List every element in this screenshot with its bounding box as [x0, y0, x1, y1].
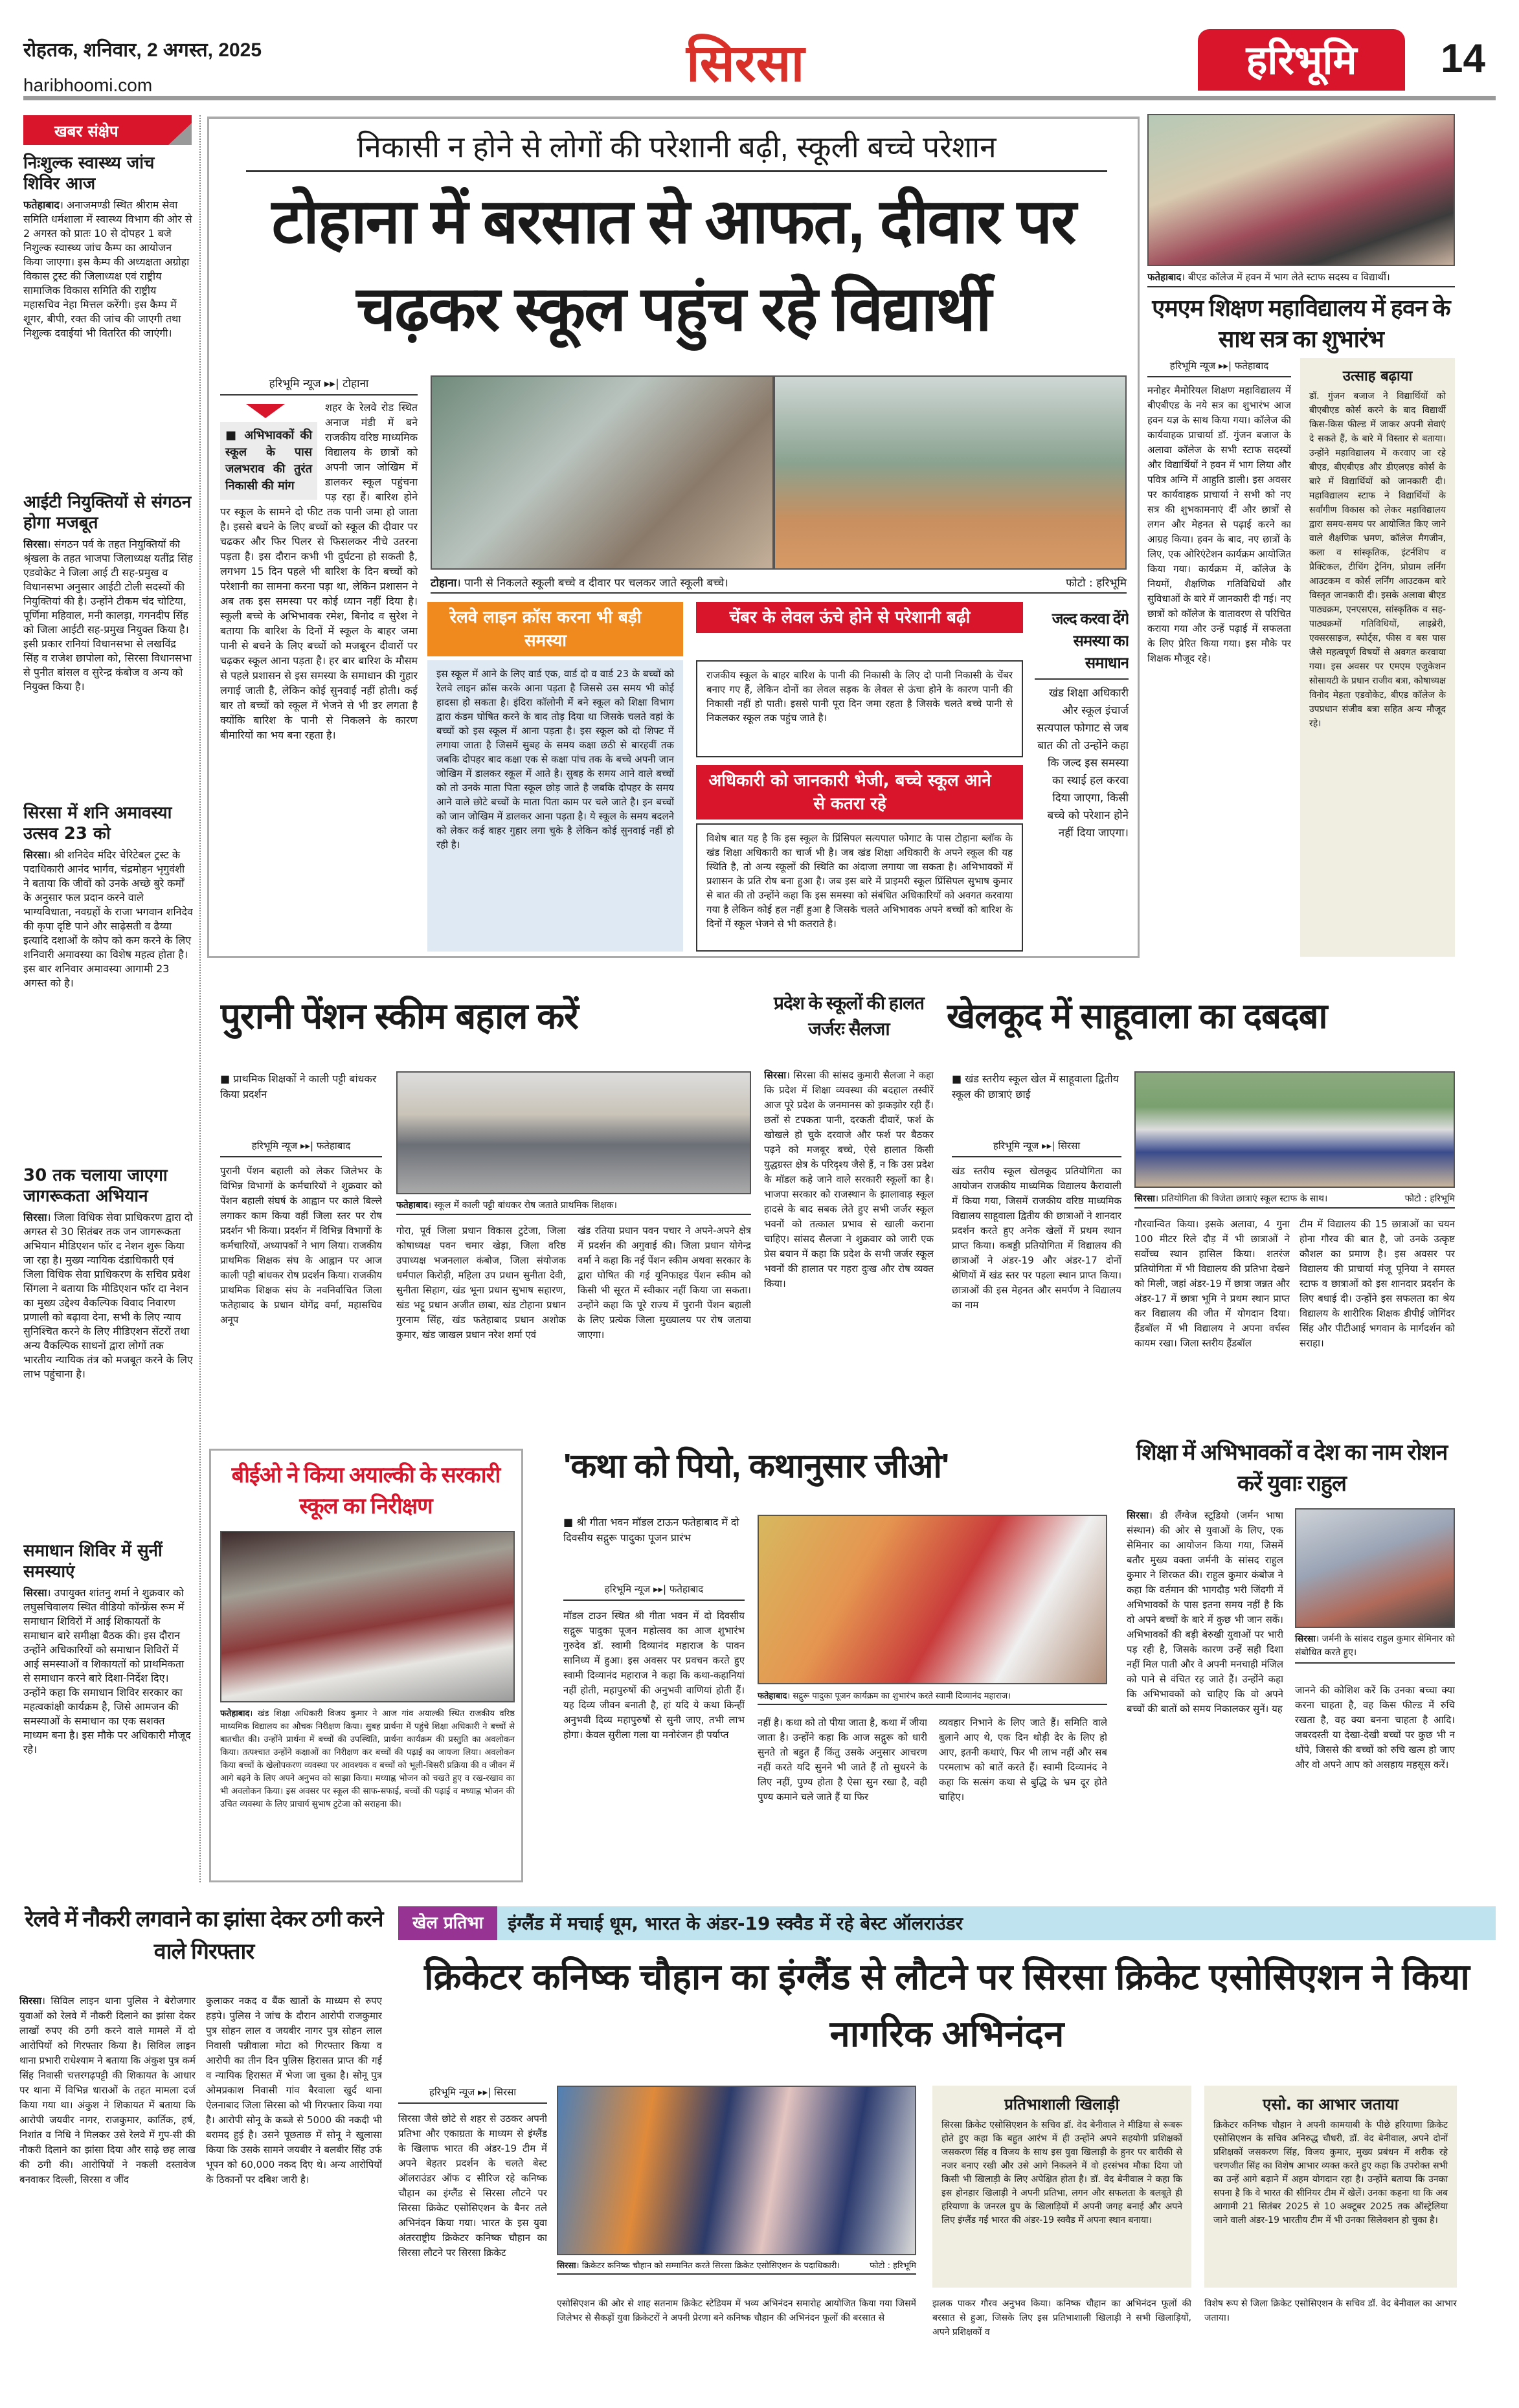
cricket-box-1	[932, 2086, 1191, 2288]
cricket-body-2: एसोसिएशन की ओर से शाह सतनाम क्रिकेट स्टेडियम में भव्य अभिनंदन समारोह आयोजित किया गया जिसमें जिलेभर से सैकड़ों युवा क्रिकेटरों ने अपनी प्रेरणा बने कनिष्क चौहान की अभिनंदन फूलों की बरसात से	[557, 2299, 916, 2323]
sports-bullet: ■ खंड स्तरीय स्कूल खेल में साहूवाला द्वितीय स्कूल की छात्राएं छाई	[952, 1071, 1121, 1102]
cricket-headline: क्रिकेटर कनिष्क चौहान का इंग्लैंड से लौटने पर सिरसा क्रिकेट एसोसिएशन ने किया नागरिक अभिनंदन	[424, 1956, 1470, 2054]
pension-photo	[396, 1071, 751, 1194]
rahul-photo-caption: सिरसा। जर्मनी के सांसद राहुल कुमार सेमिनार को संबोधित करते हुए।	[1295, 1633, 1455, 1664]
cricket-box-2	[1204, 2086, 1457, 2288]
brief-item	[23, 153, 193, 484]
side-note-text: खंड शिक्षा अधिकारी और स्कूल इंचार्ज सत्यपाल फोगाट से जब बात की तो उन्होंने कहा कि जल्द इस समस्या का स्थाई हल करवा दिया जाएगा, किसी बच्चे को परेशान होने नहीं दिया जाएगा।	[1037, 687, 1129, 840]
brief-text: सिरसा। जिला विधिक सेवा प्राधिकरण द्वारा दो अगस्त से 30 सितंबर तक जन जागरूकता अभियान मीडिएशन फॉर द नेशन शुरू किया जा रहा है। मुख्य न्यायिक दंडाधिकारी एवं जिला विधिक सेवा प्राधिकरण के सचिव प्रवेश सिंगला ने बताया कि मीडिएशन फॉर दा नेशन का मुख्य उद्देश्य वैकल्पिक विवाद निवारण प्रणाली को बढ़ावा देना, सभी के लिए न्याय सुनिश्चित करने के लिए मीडिएशन सेंटरों तथा अन्य वैकल्पिक साधनों द्वारा लोगों तक भारतीय न्यायिक तंत्र को मजबूत करने के लिए लाभ पहुंचाना है।	[23, 1211, 193, 1380]
briefs-tag-label: खबर संक्षेप	[54, 122, 118, 140]
brief-title: आईटी नियुक्तियों से संगठन होगा मजबूत	[23, 493, 192, 533]
sports-col1: खंड स्तरीय स्कूल खेलकूद प्रतियोगिता का आयोजन राजकीय माध्यमिक विद्यालय कैरावाली में किया गया, जिसमें राजकीय वरिष्ठ माध्यमिक विद्यालय साहूवाला द्वितीय की छात्राओं ने शानदार प्रदर्शन करते हुए अनेक खेलों में प्रथम स्थान प्राप्त किया। कबड्डी प्रतियोगिता में विद्यालय की छात्राओं ने अंडर-19 और अंडर-17 दोनों श्रेणियों में खंड स्तर पर पहला स्थान प्राप्त किया। छात्राओं की इस मेहनत और समर्पण ने विद्यालय का नाम	[952, 1165, 1121, 1311]
katha-headline: 'कथा को पियो, कथानुसार जीओ'	[563, 1447, 949, 1485]
sports-col3: टीम में विद्यालय की 15 छात्राओं का चयन होना गौरव की बात है, जो उनके उत्कृष्ट कौशल का प्रमाण है। इस अवसर पर विद्यालय की प्राचार्या मंजू पूनिया ने समस्त स्टाफ व छात्राओं को इस शानदार प्रदर्शन के लिए बधाई दी। उन्होंने इस सफलता का श्रेय विद्यालय के शारीरिक शिक्षक डीपीई जोगिंदर सिंह और पीटीआई भगवान के मार्गदर्शन को सराहा।	[1300, 1218, 1455, 1349]
brief-title: 30 तक चलाया जाएगा जागरूकता अभियान	[23, 1166, 168, 1206]
brief-item	[23, 492, 193, 796]
lead-photo-1	[431, 375, 774, 570]
havan-photo-caption: फतेहाबाद। बीएड कॉलेज में हवन में भाग लेते स्टाफ सदस्य व विद्यार्थी।	[1147, 271, 1455, 287]
katha-col2: नहीं है। कथा को तो पीया जाता है, कथा में जीया जाता है। उन्होंने कहा कि आज सद्गुरू को धारी सुनते तो बहुत हैं किंतु उसके अनुसार आचरण नहीं करते यदि सुनने भी जाते हैं तो सुधरने के लिए नहीं, पुण्य होता है ऐसा सुन रखा है, वही पुण्य कमाने चले जाते हैं या फिर	[758, 1717, 927, 1803]
cricket-byline: हरिभूमि न्यूज ▸▸| सिरसा	[398, 2086, 547, 2104]
edition-title: सिरसा	[686, 33, 805, 93]
chevron-down-icon	[246, 404, 285, 418]
sports-photo-caption: सिरसा। प्रतियोगिता की विजेता छात्राएं स्कूल स्टाफ के साथ। फोटो : हरिभूमि	[1134, 1192, 1455, 1209]
brief-title: निःशुल्क स्वास्थ्य जांच शिविर आज	[23, 153, 155, 194]
rahul-headline: शिक्षा में अभिभावकों व देश का नाम रोशन करें युवाः राहुल	[1136, 1440, 1448, 1496]
cricket-box-2-text: क्रिकेटर कनिष्क चौहान ने अपनी कामयाबी के पीछे हरियाणा क्रिकेट एसोसिएशन के सचिव अनिरुद्ध चौधरी, डॉ. वेद बेनीवाल, अपने दोनों प्रशिक्षकों जसकरण सिंह, विजय कुमार, मुख्य प्रबंधन में शरीक रहे चरणजीत सिंह का विशेष आभार व्यक्त करते हुए कहा कि उपरोक्त सभी का उन्हें आगे बढ़ाने में अहम योगदान रहा है। उन्होंने बताया कि उनका सपना है कि वे भारत की सीनियर टीम में खेलें। उनका कहना था कि अब आगामी 21 सितंबर 2025 से 10 अक्टूबर 2025 तक ऑस्ट्रेलिया जाने वाली अंडर-19 भारतीय टीम में भी उनका सिलेक्शन हो चुका है।	[1213, 2120, 1448, 2225]
katha-col3: व्यवहार निभाने के लिए जाते हैं। समिति वाले बुलाने आए थे, एक दिन थोड़ी देर के लिए हो आए, इतनी कथाएं, फिर भी लाभ नहीं और सब परमलाभ को बातें करते हैं। स्वामी दिव्यानंद ने कहा कि सत्संग कथा से बुद्धि के भ्रम दूर होते चाहिए।	[939, 1717, 1107, 1803]
masthead-left	[23, 36, 262, 96]
highlight-box: ■ अभिभावकों की स्कूल के पास जलभराव की तुरंत निकासी की मांग	[220, 422, 317, 500]
lead-byline: हरिभूमि न्यूज ▸▸| टोहाना	[220, 375, 418, 396]
lead-body: शहर के रेलवे रोड स्थित अनाज मंडी में बने राजकीय वरिष्ठ माध्यमिक विद्यालय के छात्रों को अपनी जान जोखिम में डालकर स्कूल पहुंचना पड़ रहा हैं। बारिश होने पर स्कूल के सामने दो फीट तक पानी जमा हो जाता है। इससे बचने के लिए बच्चों को स्कूल की दीवार पर चढकर और फिर पिलर से फिसलकर नीचे उतरना पड़ता है। इस दौरान कभी भी दुर्घटना हो सकती है, लगभग 15 दिन पहले भी बारिश के दिन बच्चों को परेशानी का सामना करना पड़ा था, लेकिन प्रशासन ने अब तक इस समस्या पर कोई ध्यान नहीं दिया है। स्कूली बच्चे के अभिभावक रमेश, बिनोद व सुरेश ने बताया कि बारिश के दिनों में स्कूल के बाहर जमा पानी से बचने के लिए बच्चों को मजबूरन दीवारों पर चढ़कर स्कूल आना पड़ता है। हर बार बारिश के मौसम से पहले प्रशासन से इस समस्या के समाधान की गुहार लगाई जाती है, लेकिन कोई सुनवाई नहीं होती। कई बार तो बच्चों को स्कूल में भेजने से भी डर लगता है क्योंकि बारिश के पानी से निकलने के कारण बीमारियों का भय बना रहता है।	[220, 401, 418, 741]
briefs-tag	[23, 115, 192, 145]
sub2-heading: चेंबर के लेवल ऊंचे होने से परेशानी बढ़ी	[696, 602, 1023, 633]
pension-col2: गोरा, पूर्व जिला प्रधान विकास टुटेजा, जिला कोषाध्यक्ष पवन चमार खेड़ा, जिला वरिष्ठ उपाध्यक्ष भजनलाल कंबोज, जिला संयोजक धर्मपाल किरोड़ी, महिला उप प्रधान सुनीता देवी, सुनीता सिहाग, खंड भूना प्रधान सुभाष सहारण, खंड भट्टू प्रधान अजीत छाबा, खंड टोहाना प्रधान गुरनाम सिंह, खंड फतेहाबाद प्रधान अशोक कुमार, खंड जाखल प्रधान नरेश शर्मा एवं	[396, 1225, 566, 1341]
railway-headline: रेलवे में नौकरी लगवाने का झांसा देकर ठगी करने वाले गिरफ्तार	[25, 1907, 383, 1964]
pension-bullet: ■ प्राथमिक शिक्षकों ने काली पट्टी बांधकर किया प्रदर्शन	[220, 1071, 382, 1102]
website-link[interactable]: haribhoomi.com	[23, 75, 153, 95]
side-note	[1035, 608, 1129, 952]
sports-headline: खेलकूद में साहूवाला का दबदबा	[947, 997, 1327, 1036]
haribhoomi-logo: हरिभूमि	[1198, 29, 1405, 91]
havan-box-title: उत्साह बढ़ाया	[1342, 368, 1413, 385]
brief-item	[23, 1165, 193, 1534]
cricket-photo	[557, 2086, 916, 2255]
side-note-title: जल्द करवा देंगे समस्या का समाधान	[1035, 608, 1129, 680]
selja-headline: प्रदेश के स्कूलों की हालत जर्जरः सैलजा	[774, 993, 924, 1039]
havan-headline: एमएम शिक्षण महाविद्यालय में हवन के साथ सत्र का शुभारंभ	[1152, 295, 1450, 352]
havan-box	[1300, 358, 1455, 957]
katha-bullet: ■ श्री गीता भवन मॉडल टाऊन फतेहाबाद में दो दिवसीय सद्गुरू पादुका पूजन प्रारंभ	[563, 1515, 745, 1546]
lead-headline: टोहाना में बरसात से आफत, दीवार पर चढ़कर स्कूल पहुंच रहे विद्यार्थी	[271, 187, 1075, 344]
masthead-divider	[23, 96, 1496, 100]
sports-strip	[398, 1906, 1496, 1940]
sub1-panel: इस स्कूल में आने के लिए वार्ड एक, वार्ड दो व वार्ड 23 के बच्चों को रेलवे लाइन क्रॉस करके आना पड़ता है जिससे उस समय भी कोई हादसा हो सकता है। इंदिरा कॉलोनी में बने स्कूल को शिक्षा विभाग द्वारा कंडम घोषित करने के बाद तोड़ दिया था जिसके चलते वहां के बच्चों को इस स्कूल में आना पड़ता है। इस स्कूल को दो शिफ्ट में लगाया जाता है जिसमें सुबह के समय कक्षा छठी से बारहवीं तक जबकि दोपहर बाद कक्षा एक से कक्षा पांच तक के बच्चे अपनी जान जोखिम में डालकर स्कूल में आते है। सुबह के समय आने वाले बच्चों को तो उनके माता पिता स्कूल छोड़ जाते है जबकि दोपहर के समय आने वाले छोटे बच्चों के माता पिता काम पर चले जाते है। इन बच्चों को जान जोखिम में डालकर आना पड़ता है। ये स्कूल के समय बदलने को लेकर कई बाहर गुहार लगा चुके है लेकिन कोई सुनवाई नहीं हो रही है।	[427, 660, 683, 952]
sports-byline: हरिभूमि न्यूज ▸▸| सिरसा	[952, 1139, 1121, 1157]
lead-photo-caption: टोहाना। पानी से निकलते स्कूली बच्चे व दीवार पर चलकर जाते स्कूली बच्चे। फोटो : हरिभूमि	[431, 575, 1127, 594]
lead-kicker: निकासी न होने से लोगों की परेशानी बढ़ी, स्कूली बच्चे परेशान	[246, 126, 1107, 172]
brief-item	[23, 1541, 193, 1890]
pension-col3: खंड रतिया प्रधान पवन पचार ने अपने-अपने क्षेत्र में प्रदर्शन की अगुवाई की। जिला प्रधान योगेन्द्र वर्मा ने कहा कि नई पेंशन स्कीम अथवा सरकार के द्वारा घोषित की गई यूनिफाइड पेंशन स्कीम को किसी भी सूरत में स्वीकार नहीं किया जा सकता। उन्होंने कहा कि पूरे राज्य में पुरानी पेंशन बहाली के लिए प्रत्येक जिला मुख्यालय पर रोष जताया जाएगा।	[578, 1225, 751, 1341]
sports-photo	[1134, 1071, 1455, 1188]
sports-section-tag: खेल प्रतिभा	[398, 1906, 497, 1940]
rahul-body: सिरसा। डी लैंग्वेज स्टूडियो (जर्मन भाषा संस्थान) की ओर से युवाओं के लिए, एक सेमिनार का आयोजन किया गया, जिसमें बतौर मुख्य वक्ता जर्मनी के सांसद राहुल कुमार ने शिरकत की। राहुल कुमार कंबोज ने कहा कि वर्तमान की भागदौड़ भरी जिंदगी में अभिभावकों के पास इतना समय नहीं है कि वो अपने बच्चों के बारे में कुछ भी जान सकें। अभिभावकों की बड़ी बेरुखी युवाओं पर भारी पड़ रही है, जिसके कारण उन्हें सही दिशा नहीं मिल पाती और वे अपनी मनचाही मंजिल को पाने से वंचित रह जाते हैं। उन्होंने कहा कि अभिभावकों को चाहिए कि वो अपने बच्चों की बातों को समय निकालकर सुनें। यह	[1127, 1510, 1283, 1715]
cricket-photo-caption: सिरसा। क्रिकेटर कनिष्क चौहान को सम्मानित करते सिरसा क्रिकेट एसोसिएशन के पदाधिकारी। फोटो : हरिभूमि	[557, 2259, 916, 2275]
katha-byline: हरिभूमि न्यूज ▸▸| फतेहाबाद	[563, 1583, 745, 1601]
beo-headline: बीईओ ने किया अयाल्की के सरकारी स्कूल का निरीक्षण	[231, 1463, 501, 1519]
highlight-text: अभिभावकों की स्कूल के पास जलभराव की तुरंत निकासी की मांग	[225, 429, 312, 493]
cricket-body-3: झलक पाकर गौरव अनुभव किया। कनिष्क चौहान का अभिनंदन फूलों की बरसात से हुआ, जिसके लिए इस प्रतिभाशाली खिलाड़ी ने सभी खिलाड़ियों, अपने प्रशिक्षकों व	[932, 2299, 1191, 2337]
brief-item	[23, 803, 193, 1157]
havan-byline: हरिभूमि न्यूज ▸▸| फतेहाबाद	[1147, 359, 1291, 377]
pension-col1: पुरानी पेंशन बहाली को लेकर जिलेभर के विभिन्न विभागों के कर्मचारियों ने शुक्रवार को पेंशन बहाली संघर्ष के आह्वान पर काले बिल्ले लगाकर काम किया वहीं जिला स्तर पर रोष प्रदर्शन भी किया। प्रदर्शन में विभिन्न विभागों के कर्मचारियों, अध्यापकों ने भाग लिया। राजकीय प्राथमिक शिक्षक संघ के आह्वान पर आज काली पट्टी बांधकर रोष प्रदर्शन किया। राजकीय प्राथमिक शिक्षक संघ के नवनिर्वाचित जिला फतेहाबाद के प्रधान योगेंद्र वर्मा, महासचिव अनूप	[220, 1165, 382, 1326]
rahul-body-2: जानने की कोशिश करें कि उनका बच्चा क्या करना चाहता है, वह किस फील्ड में रुचि रखता है, वह क्या बनना चाहता है आदि। जबरदस्ती या देखा-देखी बच्चों पर कुछ भी न थोंपे, जिससे की बच्चों को रुचि खत्म हो जाए और वो अपने आप को असहाय महसूस करें।	[1295, 1684, 1455, 1770]
rahul-photo	[1295, 1508, 1455, 1628]
sub3-heading: अधिकारी को जानकारी भेजी, बच्चे स्कूल आने से कतरा रहे	[696, 765, 1023, 819]
cricket-box-1-text: सिरसा क्रिकेट एसोसिएशन के सचिव डॉ. वेद बेनीवाल ने मीडिया से रूबरू होते हुए कहा कि बहुत आरंभ में ही उन्होंने अपने सहयोगी प्रशिक्षकों जसकरण सिंह व विजय के साथ इस युवा खिलाड़ी के हुनर पर बारीकी से नजर बनाए रखी और उसे आगे निकलने में वो हरसंभव मौका दिया जो किसी भी खिलाड़ी के लिए अपेक्षित होता है। डॉ. वेद बेनीवाल ने कहा कि इस होनहार खिलाड़ी ने अपनी प्रतिभा, लगन और सफलता के बलबूते ही हरियाणा के जनरल ग्रुप के खिलाड़ियों में अपनी जगह बनाई और अपने लिए इंग्लैंड गई भारत की अंडर-19 स्क्वैड में अपना स्थान बनाया।	[941, 2120, 1182, 2225]
highlight-wrap	[220, 404, 317, 500]
cricket-body-1: सिरसा जैसे छोटे से शहर से उठकर अपनी प्रतिभा और एकाग्रता के माध्यम से इंग्लैंड के खिलाफ भारत की अंडर-19 टीम में अपने बेहतर प्रदर्शन के चलते बेस्ट ऑलराउंडर ऑफ द सीरिज रहे कनिष्क चौहान का इंग्लैंड से सिरसा लौटने पर सिरसा क्रिकेट एसोसिएशन के बैनर तले अभिनंदन किया गया। भारत के इस युवा अंतरराष्ट्रीय क्रिकेटर कनिष्क चौहान का सिरसा लौटने पर सिरसा क्रिकेट	[398, 2113, 547, 2258]
railway-col2: कुलाकर नकद व बैंक खातों के माध्यम से रुपए हड़पे। पुलिस ने जांच के दौरान आरोपी राजकुमार पुत्र सोहन लाल व जयबीर नागर पुत्र सोहन लाल निवासी पन्नीवाला मोटा को गिरफ्तार किया व आरोपी का तीन दिन पुलिस हिरासत प्राप्त की गई व न्यायिक हिरासत में भेजा जा चुका है। सोनू पुत्र ओमप्रकाश निवासी गांव बैरवाला खुर्द थाना ऐलनाबाद जिला सिरसा को भी गिरफ्तार किया गया है। आरोपी सोनू के कब्जे से 5000 की नकदी भी बरामद हुई है। उसने पूछताछ में सोनू ने खुलासा किया कि उसके सामने जयबीर ने बलबीर सिंह उर्फ भूपन को 60,000 नकद दिए थे। अन्य आरोपियों के ठिकानों पर दबिश जारी है।	[206, 1995, 382, 2185]
lead-photo-2	[774, 375, 1127, 570]
havan-body: मनोहर मैमोरियल शिक्षण महाविद्यालय में बीएबीएड के नये सत्र का शुभारंभ आज हवन यज्ञ के साथ किया गया। कॉलेज की कार्यवाहक प्राचार्या डॉ. गुंजन बजाज के अलावा कॉलेज के सभी स्टाफ सदस्यों और विद्यार्थियों ने हवन में भाग लिया और पवित्र अग्नि में आहुति डाली। इस अवसर पर कार्यवाहक प्राचार्या ने सभी को नए सत्र की शुभकामनाएं दीं और छात्रों से लगन और मेहनत से पढ़ाई करने का आग्रह किया। हवन के बाद, नए छात्रों के लिए, एक ओरिएंटेशन कार्यक्रम आयोजित किया गया। कार्यक्रम में, कॉलेज के नियमों, शैक्षणिक गतिविधियों और सुविधाओं के बारे में जानकारी दी गई। नए छात्रों को कॉलेज के वातावरण से परिचित कराया गया और उन्हें पढ़ाई में सफलता के लिए प्रेरित किया गया। इस मौके पर शिक्षक मौजूद रहे।	[1147, 385, 1291, 664]
sub3-panel: विशेष बात यह है कि इस स्कूल के प्रिंसिपल सत्यपाल फोगाट के पास टोहाना ब्लॉक के खंड शिक्षा अधिकारी का चार्ज भी है। जब खंड शिक्षा अधिकारी के अपने स्कूल की यह स्थिति है, तो अन्य स्कूलों की स्थिति का अंदाजा लगाया जा सकता है। अभिभावकों में प्रशासन के प्रति रोष बना हुआ है। जब इस बारे में प्राइमरी स्कूल प्रिंसिपल सुभाष कुमार से बात की तो उन्होंने कहा कि इस समस्या को संबंधित अधिकारियों को अवगत करवाया गया है लेकिन कोई हल नहीं हुआ है जिसके चलते अभिभावक अपने बच्चों को बारिश के दिनों में स्कूल भेजने से भी कतराते है।	[696, 823, 1023, 952]
beo-photo	[220, 1531, 515, 1702]
havan-box-text: डॉ. गुंजन बजाज ने विद्यार्थियों को बीएबीएड कोर्स करने के बाद विद्यार्थी किस-किस फील्ड में जाकर अपनी सेवाएं दे सकते हैं, के बारे में विस्तार से बताया। उन्होंने महाविद्यालय में करवाए जा रहे बीएड, बीएबीएड और डीएलएड कोर्स के बारे में विद्यार्थियों को जानकारी दी। महाविद्यालय स्टाफ ने विद्यार्थियों के सर्वांगीण विकास को लेकर महाविद्यालय द्वारा समय-समय पर आयोजित किए जाने वाले शैक्षणिक भ्रमण, कॉलेज मैगजीन, कला व सांस्कृतिक, इंटर्नशिप व प्रैक्टिकल, टीचिंग ट्रेनिंग, प्रोग्राम लर्निंग आउटकम व कोर्स लर्निंग आउटकम बारे विस्तृत जानकारी दी। इसके अलावा बीएड पाठ्यक्रम, एनएसएस, सांस्कृतिक व सह-पाठ्यक्रमों गतिविधियों, लाइब्रेरी, एक्सरसाइज, स्पोर्ट्स, फीस व बस पास जैसे महत्वपूर्ण विषयों से अवगत करवाया गया। इस अवसर पर एमएम एजुकेशन सोसायटी के प्रधान राजीव बत्रा, कोषाध्यक्ष विनोद मेहता एडवोकेट, बीएड कॉलेज के उपप्रधान संजीव बत्रा सहित अन्य मौजूद रहे।	[1309, 391, 1446, 729]
brief-text: सिरसा। संगठन पर्व के तहत नियुक्तियों की श्रृंखला के तहत भाजपा जिलाध्यक्ष यतींद्र सिंह एडवोकेट ने जिला आई टी सह-प्रमुख व विधानसभा अनुसार आईटी टोली सदस्यों की नियुक्तियां की है। उन्होंने टीकम चंद चोटिया, पूर्णिमा महिवाल, मनी कालड़ा, गगनदीप सिंह को जिला आईटी सह-प्रमुख नियुक्त किया है। इसी प्रकार रानियां विधानसभा से लखविंद्र सिंह व राजेश छापोला को, सिरसा विधानसभा से पुनीत बांसल व सुरेन्द्र कंबोज व अन्य को नियुक्त किया है।	[23, 538, 193, 693]
cricket-box-1-title: प्रतिभाशाली खिलाड़ी	[1004, 2095, 1120, 2113]
cricket-box-2-title: एसो. का आभार जताया	[1263, 2095, 1399, 2113]
railway-col1: सिरसा। सिविल लाइन थाना पुलिस ने बेरोजगार युवाओं को रेलवे में नौकरी दिलाने का झांसा देकर लाखों रुपए की ठगी करने वाले मामले में दो आरोपियों को गिरफ्तार किया है। सिविल लाइन थाना प्रभारी राधेश्याम ने बताया कि अंकुश पुत्र कर्म सिंह निवासी चत्तरगढ़पट्टी की शिकायत के आधार पर थाना में विभिन्न धाराओं के तहत मामला दर्ज किया गया था। अंकुश ने शिकायत में बताया कि आरोपी जयवीर नागर, राजकुमार, कार्तिक, हर्ष, निशांत व निधि ने मिलकर उसे रेलवे में गुप-सी की नौकरी दिलाने का झांसा दिया और साढ़े छह लाख की ठगी की। आरोपियों ने नकली दस्तावेज बनवाकर दिल्ली, सिरसा व जींद	[19, 1995, 196, 2185]
sub1-heading: रेलवे लाइन क्रॉस करना भी बड़ी समस्या	[427, 602, 683, 656]
pension-headline: पुरानी पेंशन स्कीम बहाल करें	[220, 996, 578, 1036]
pension-photo-caption: फतेहाबाद। स्कूल में काली पट्टी बांधकर रोष जताते प्राथमिक शिक्षक।	[396, 1199, 751, 1215]
brief-text: सिरसा। उपायुक्त शांतनु शर्मा ने शुक्रवार को लघुसचिवालय स्थित वीडियो कॉन्फ्रेंस रूम में समाधान शिविरों में आई शिकायतों के समाधान बारे समीक्षा बैठक की। इस दौरान उन्होंने अधिकारियों को समाधान शिविरों में आई समस्याओं व शिकायतों को प्राथमिकता से समाधान करने बारे दिशा-निर्देश दिए। उन्होंने कहा कि समाधान शिविर सरकार का महत्वकांक्षी कार्यक्रम है, जिसे आमजन की समस्याओं के समाधान का एक सशक्त माध्यम बना है। इस मौके पर अधिकारी मौजूद रहे।	[23, 1587, 191, 1756]
cricket-body-4: विशेष रूप से जिला क्रिकेट एसोसिएशन के सचिव डॉ. वेद बेनीवाल का आभार जताया।	[1204, 2299, 1457, 2323]
brief-title: समाधान शिविर में सुनीं समस्याएं	[23, 1541, 163, 1581]
katha-col1: मॉडल टाउन स्थित श्री गीता भवन में दो दिवसीय सद्गुरू पादुका पूजन महोत्सव का आज शुभारंभ गुरुदेव डॉ. स्वामी दिव्यानंद महाराज के पावन सानिध्य में हुआ। इस अवसर पर प्रवचन करते हुए स्वामी दिव्यानंद महाराज ने कहा कि कथा-कहानियां नहीं होती, महापुरुषों की अनुभवी वाणियां होती हैं। यह दिव्य जीवन बनाती है, हां यदि ये कथा किन्हीं अनुभवी दिव्य महापुरुषों से सुनी जाए, तभी लाभ होगा। केवल सुरीला गला या मनोरंजन ही पर्याप्त	[563, 1610, 745, 1741]
page-number: 14	[1441, 36, 1485, 81]
sub2-panel: राजकीय स्कूल के बाहर बारिश के पानी की निकासी के लिए दो पानी निकासी के चेंबर बनाए गए हैं, लेकिन दोनों का लेवल सड़क के लेवल से ऊंचा होने के कारण पानी की निकासी नहीं हो पाती। इससे पानी पूरा दिन जमा रहता है जिसके चलते बच्चे पानी से निकलकर स्कूल तक पहुंच जाते है।	[696, 660, 1023, 757]
beo-caption: फतेहाबाद। खंड शिक्षा अधिकारी विजय कुमार ने आज गांव अयाल्की स्थित राजकीय वरिष्ठ माध्यमिक विद्यालय का औचक निरीक्षण किया। सुबह प्रार्थना में पहुंचे शिक्षा अधिकारी ने बच्चों से बातचीत की। उन्होंने प्रार्थना में बच्चों की उपस्थिति, प्रार्थना कार्यक्रम की प्रस्तुति का अवलोकन किया। तत्पश्चात उन्होंने कक्षाओं का निरीक्षण कर बच्चों की पढ़ाई का जायजा लिया। अवलोकन किया बच्चों के खेलोपकरण व्यवस्था पर आवश्यक व बच्चों को भूली-बिसरी प्रक्रिया की व जीवन में आगे बढ़ने के लिए अपने अनुभव को साझा किया। मध्याह्न भोजन को चखते हुए व रख-रखाव का भी अवलोकन किया। इस अवसर पर स्कूल की साफ-सफाई, बच्चों की पढ़ाई व मध्याह्न भोजन की उचित व्यवस्था के लिए प्राचार्य सुभाष टुटेजा को सराहना की।	[220, 1709, 515, 1809]
lead-body-column	[220, 400, 418, 952]
column-divider	[199, 115, 201, 1882]
katha-photo-caption: फतेहाबाद। सद्गुरू पादुका पूजन कार्यक्रम का शुभारंभ करते स्वामी दिव्यानंद महाराज।	[758, 1689, 1107, 1705]
sports-col2: गौरवान्वित किया। इसके अलावा, 4 गुना 100 मीटर रिले दौड़ में भी छात्राओं ने सर्वोच्च स्थान हासिल किया। शतरंज प्रतियोगिता में भी विद्यालय की प्रतिभा देखने को मिली, जहां अंडर-19 में छात्रा जन्नत और अंडर-17 में छात्रा भूमि ने प्रथम स्थान प्राप्त कर विद्यालय की जीत में योगदान दिया। हैंडबॉल में भी विद्यालय ने अपना वर्चस्व कायम रखा। जिला स्तरीय हैंडबॉल	[1134, 1218, 1290, 1349]
brief-text: फतेहाबाद। अनाजमण्डी स्थित श्रीराम सेवा समिति धर्मशाला में स्वास्थ्य विभाग की ओर से 2 अगस्त को प्रातः 10 से दोपहर 1 बजे निशुल्क स्वास्थ्य जांच कैम्प का आयोजन किया जाएगा। इस कैम्प की अध्यक्षता अग्रोहा विकास ट्रस्ट की जिलाध्यक्ष एवं राष्ट्रीय सामाजिक विकास समिति की राष्ट्रीय महासचिव नेहा मित्तल करेंगी। इस कैम्प में शूगर, बीपी, रक्त की जांच की जाएगी तथा निशुल्क दवाईयां भी वितरित की जाएंगी।	[23, 199, 192, 339]
brief-text: सिरसा। श्री शनिदेव मंदिर चेरिटेबल ट्रस्ट के पदाधिकारी आनंद भार्गव, चंद्रमोहन भृगुवंशी ने बताया कि जीवों को उनके अच्छे बुरे कर्मों के अनुसार फल प्रदान करने वाले भाग्यविधाता, नवग्रहों के राजा भगवान शनिदेव की कृपा दृष्टि पाने और साढ़ेसती व ढैय्या इत्यादि दशाओं के कोप को कम करने के लिए शनिवारी अमावस्या का विशेष महत्व होता है। इस बार शनिवार अमावस्या आगामी 23 अगस्त को है।	[23, 849, 193, 989]
dateline: रोहतक, शनिवार, 2 अगस्त, 2025	[23, 39, 262, 61]
pension-byline: हरिभूमि न्यूज ▸▸| फतेहाबाद	[220, 1139, 382, 1157]
katha-photo	[758, 1515, 1107, 1684]
havan-photo	[1147, 114, 1455, 266]
cricket-kicker: इंग्लैंड में मचाई धूम, भारत के अंडर-19 स्क्वैड में रहे बेस्ट ऑलराउंडर	[508, 1913, 963, 1934]
brief-title: सिरसा में शनि अमावस्या उत्सव 23 को	[23, 803, 172, 843]
selja-body: सिरसा। सिरसा की सांसद कुमारी सैलजा ने कहा कि प्रदेश में शिक्षा व्यवस्था की बदहाल तस्वीरें आज पूरे प्रदेश के जनमानस को झकझोर रही हैं। छतों से टपकता पानी, दरकती दीवारें, फर्श के खोखले हो चुके दरवाजे और फर्श पर बैठकर पढ़ने को मजबूर बच्चे, ऐसे हालात किसी युद्धग्रस्त क्षेत्र के परिदृश्य जैसे हैं, न कि उस प्रदेश के मॉडल कहे जाने वाले सरकारी स्कूलों का है। भाजपा सरकार को राजस्थान के झालावाड़ स्कूल हादसे के बाद सबक लेते हुए सभी जर्जर स्कूल भवनों को तत्काल प्रभाव से खाली कराना चाहिए। सांसद सैलजा ने शुक्रवार को जारी एक प्रेस बयान में कहा कि प्रदेश के सभी जर्जर स्कूल भवनों की हालात पर गहरा दुःख और रोष व्यक्त किया।	[764, 1069, 934, 1289]
